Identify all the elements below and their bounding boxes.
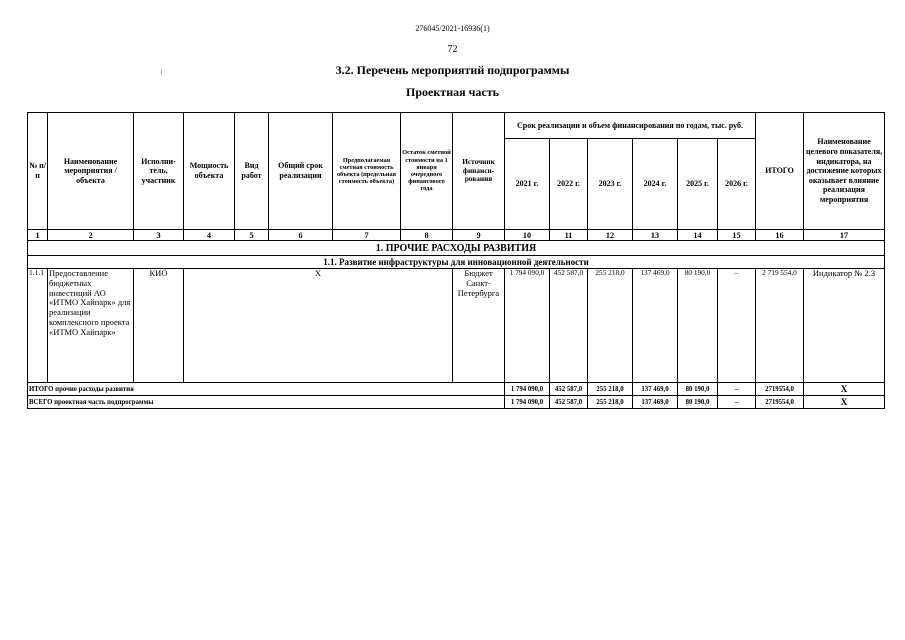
column-number: 6 (269, 230, 333, 241)
grand-total-label: ВСЕГО проектная часть подпрограммы (28, 396, 505, 409)
column-number: 3 (134, 230, 184, 241)
header-indicator: Наименование целевого показателя, индикатора, на достижение которых оказывает влияние реализация мероприятия (804, 113, 885, 230)
header-remaining-cost: Остаток сметной стоимости на 1 января очередного финансового года (401, 113, 453, 230)
header-year: 2023 г. (588, 139, 633, 230)
column-number: 11 (550, 230, 588, 241)
header-estimated-cost: Предполагаемая сметная стоимость объекта (предельная стоимость объекта) (333, 113, 401, 230)
column-number: 1 (28, 230, 48, 241)
table-row (28, 269, 885, 383)
column-number: 4 (184, 230, 235, 241)
total-row (28, 383, 885, 396)
row-executor: КИО (134, 269, 184, 383)
scan-speck: ⁝ (160, 68, 163, 77)
grand-total-2026: – (718, 396, 756, 409)
total-2025: 80 190,0 (678, 383, 718, 396)
page-title: 3.2. Перечень мероприятий подпрограммы (335, 63, 570, 77)
header-funding-source: Источник финанси-рования (453, 113, 505, 230)
measures-table (27, 112, 885, 409)
header-name: Наименование мероприятия / объекта (48, 113, 134, 230)
header-work-type: Вид работ (235, 113, 269, 230)
total-label: ИТОГО прочие расходы развития (28, 383, 505, 396)
header-year: 2021 г. (505, 139, 550, 230)
row-name: Предоставление бюджетных инвестиций АО «ИТМО Хайпарк» для реализации комплексного проекта «ИТМО Хайпарк» (48, 269, 134, 383)
header-capacity: Мощность объекта (184, 113, 235, 230)
column-number: 17 (804, 230, 885, 241)
grand-total-row (28, 396, 885, 409)
total-2024: 137 469,0 (633, 383, 678, 396)
column-number: 5 (235, 230, 269, 241)
row-total: 2 719 554,0 (756, 269, 804, 383)
grand-total-2022: 452 587,0 (550, 396, 588, 409)
column-number: 14 (678, 230, 718, 241)
header-years-group: Срок реализации и объем финансирования по годам, тыс. руб. (505, 113, 756, 139)
header-year: 2024 г. (633, 139, 678, 230)
header-term: Общий срок реализации (269, 113, 333, 230)
subsection-title: 1.1. Развитие инфраструктуры для инновационной деятельности (28, 256, 885, 269)
document-number: 276045/2021-16936(1) (415, 24, 490, 33)
column-numbers-row (28, 230, 885, 241)
row-2021: 1 794 090,0 (505, 269, 550, 383)
column-number: 8 (401, 230, 453, 241)
grand-total-2021: 1 794 090,0 (505, 396, 550, 409)
grand-total-2025: 80 190,0 (678, 396, 718, 409)
header-total: ИТОГО (756, 113, 804, 230)
section-title: 1. ПРОЧИЕ РАСХОДЫ РАЗВИТИЯ (28, 241, 885, 256)
column-number: 13 (633, 230, 678, 241)
subsection-row (28, 256, 885, 269)
column-number: 15 (718, 230, 756, 241)
page-subtitle: Проектная часть (406, 85, 499, 99)
grand-total-indicator: Х (804, 396, 885, 409)
grand-total-2024: 137 469,0 (633, 396, 678, 409)
column-number: 12 (588, 230, 633, 241)
row-number: 1.1.1 (28, 269, 48, 383)
column-number: 16 (756, 230, 804, 241)
header-executor: Исполни-тель, участник (134, 113, 184, 230)
header-row (28, 113, 885, 139)
row-2024: 137 469,0 (633, 269, 678, 383)
header-year: 2022 г. (550, 139, 588, 230)
column-number: 10 (505, 230, 550, 241)
grand-total-2023: 255 218,0 (588, 396, 633, 409)
column-number: 2 (48, 230, 134, 241)
section-row (28, 241, 885, 256)
row-2025: 80 190,0 (678, 269, 718, 383)
header-year: 2025 г. (678, 139, 718, 230)
row-2026: – (718, 269, 756, 383)
total-2021: 1 794 090,0 (505, 383, 550, 396)
column-number: 9 (453, 230, 505, 241)
header-number: № п/п (28, 113, 48, 230)
row-2023: 255 218,0 (588, 269, 633, 383)
total-2026: – (718, 383, 756, 396)
row-merged-x: Х (184, 269, 453, 383)
grand-total-sum: 2719554,0 (756, 396, 804, 409)
total-sum: 2719554,0 (756, 383, 804, 396)
total-2022: 452 587,0 (550, 383, 588, 396)
total-indicator: Х (804, 383, 885, 396)
page-number: 72 (447, 44, 458, 55)
row-indicator: Индикатор № 2.3 (804, 269, 885, 383)
row-2022: 452 587,0 (550, 269, 588, 383)
total-2023: 255 218,0 (588, 383, 633, 396)
row-funding-source: Бюджет Санкт-Петербурга (453, 269, 505, 383)
column-number: 7 (333, 230, 401, 241)
header-year: 2026 г. (718, 139, 756, 230)
